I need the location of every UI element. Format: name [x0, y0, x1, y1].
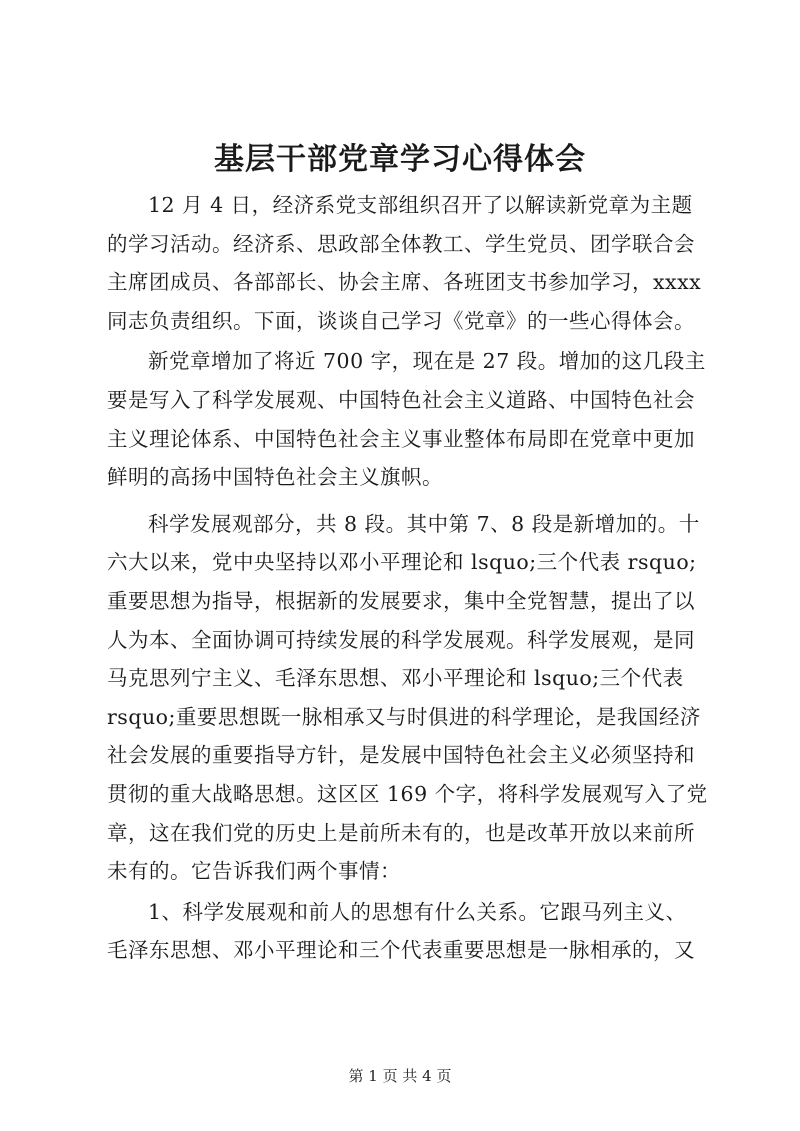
document-title: 基层干部党章学习心得体会	[214, 142, 586, 177]
paragraph-line: 章，这在我们党的历史上是前所未有的，也是改革开放以来前所	[107, 820, 695, 845]
paragraph-4	[107, 893, 707, 970]
paragraph-line: 同志负责组织。下面，谈谈自己学习《党章》的一些心得体会。	[107, 308, 695, 333]
paragraph-line: 重要思想为指导，根据新的发展要求，集中全党智慧，提出了以	[107, 588, 695, 613]
paragraph-1	[107, 186, 707, 340]
paragraph-line: 社会发展的重要指导方针，是发展中国特色社会主义必须坚持和	[107, 743, 695, 768]
paragraph-line: 科学发展观部分，共 8 段。其中第 7、8 段是新增加的。十	[148, 511, 700, 536]
page-number-footer: 第 1 页 共 4 页	[348, 1067, 452, 1085]
paragraph-line: rsquo;重要思想既一脉相承又与时俱进的科学理论，是我国经济	[107, 704, 701, 729]
paragraph-line: 鲜明的高扬中国特色社会主义旗帜。	[107, 465, 443, 490]
paragraph-2	[107, 342, 707, 496]
paragraph-line: 人为本、全面协调可持续发展的科学发展观。科学发展观，是同	[107, 627, 695, 652]
document-body	[107, 186, 707, 970]
paragraph-line: 毛泽东思想、邓小平理论和三个代表重要思想是一脉相承的，又	[107, 938, 695, 963]
paragraph-line: 未有的。它告诉我们两个事情：	[107, 859, 401, 884]
paragraph-line: 的学习活动。经济系、思政部全体教工、学生党员、团学联合会	[107, 231, 695, 256]
paragraph-line: 12 月 4 日，经济系党支部组织召开了以解读新党章为主题	[148, 193, 693, 217]
paragraph-3	[107, 505, 707, 891]
paragraph-line: 主席团成员、各部部长、协会主席、各班团支书参加学习，xxxx	[107, 270, 702, 295]
paragraph-line: 主义理论体系、中国特色社会主义事业整体布局即在党章中更加	[107, 426, 695, 451]
paragraph-line: 1、科学发展观和前人的思想有什么关系。它跟马列主义、	[148, 899, 687, 924]
paragraph-line: 新党章增加了将近 700 字，现在是 27 段。增加的这几段主	[148, 349, 706, 374]
paragraph-line: 六大以来，党中央坚持以邓小平理论和 lsquo;三个代表 rsquo;	[107, 550, 697, 575]
paragraph-line: 要是写入了科学发展观、中国特色社会主义道路、中国特色社会	[107, 387, 695, 412]
paragraph-line: 贯彻的重大战略思想。这区区 169 个字，将科学发展观写入了党	[107, 781, 708, 806]
paragraph-line: 马克思列宁主义、毛泽东思想、邓小平理论和 lsquo;三个代表	[107, 666, 684, 691]
